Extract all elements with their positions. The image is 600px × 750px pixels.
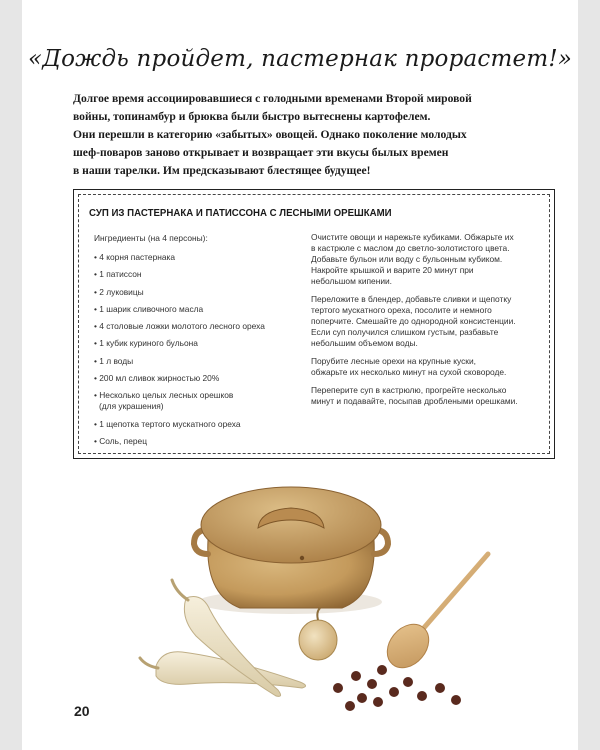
ingredient-item: • 4 корня пастернака [94, 252, 176, 262]
hazelnut-icon [333, 665, 461, 711]
page-number: 20 [74, 703, 90, 719]
intro-paragraph [73, 90, 543, 180]
method-line: Очистите овощи и нарежьте кубиками. Обжарьте их [311, 232, 514, 242]
method-line: Порубите лесные орехи на крупные куски, [311, 356, 476, 366]
ingredient-item: • 1 кубик куриного бульона [94, 338, 198, 349]
ingredient-item: • 200 мл сливок жирностью 20% [94, 373, 220, 384]
ingredient-item: • 1 шарик сливочного масла [94, 303, 204, 314]
intro-line: Они перешли в категорию «забытых» овощей. Однако поколение молодых [73, 128, 467, 141]
method-line: Накройте крышкой и варите 20 минут при [311, 265, 474, 275]
page-title: «Дождь пройдет, пастернак прорастет!» [27, 46, 573, 72]
food-illustration [110, 470, 530, 720]
method-step [311, 356, 516, 378]
method-line: небольшим объемом воды. [311, 338, 418, 348]
intro-line: Долгое время ассоциировавшиеся с голодными временами Второй мировой [73, 92, 472, 105]
clay-pot-icon [194, 487, 388, 614]
method-line: Переперите суп в кастрюлю, прогрейте несколько [311, 385, 507, 395]
method-step [311, 232, 516, 287]
method-line: обжарьте их несколько минут на сухой сковороде. [311, 367, 507, 377]
ingredient-item: • 1 л воды [94, 355, 134, 366]
method-line: тертого мускатного ореха, посолите и немного [311, 305, 492, 315]
ingredient-item: (для украшения) [99, 401, 164, 412]
ingredient-item: • 2 луковицы [94, 286, 144, 297]
method-line: небольшом кипении. [311, 276, 393, 286]
ingredients-list [94, 233, 294, 453]
method-line: поперчите. Смешайте до однородной консистенции. [311, 316, 516, 326]
method-line: в кастрюле с маслом до светло-золотистого цвета. [311, 243, 510, 253]
ingredient-item: • Несколько целых лесных орешков [94, 390, 234, 401]
method-step [311, 385, 516, 407]
intro-line: в наши тарелки. Им предсказывают блестящее будущее! [73, 164, 371, 177]
recipe-dashed-frame [78, 194, 550, 454]
method-line: Переложите в блендер, добавьте сливки и щепотку [311, 294, 512, 304]
intro-line: войны, топинамбур и брюква были быстро вытеснены картофелем. [73, 110, 431, 123]
ingredients-heading: Ингредиенты (на 4 персоны): [94, 233, 208, 243]
ingredient-item: • 1 щепотка тертого мускатного ореха [94, 418, 241, 429]
ingredient-item: • 1 патиссон [94, 269, 142, 280]
recipe-title: СУП ИЗ ПАСТЕРНАКА И ПАТИССОНА С ЛЕСНЫМИ ОРЕШКАМИ [89, 207, 392, 219]
method-steps [311, 232, 516, 414]
cookbook-page [22, 0, 578, 750]
method-line: Если суп получился слишком густым, разбавьте [311, 327, 499, 337]
wooden-spoon-icon [379, 554, 488, 676]
recipe-box [73, 189, 555, 459]
ingredient-item: • 4 столовые ложки молотого лесного ореха [94, 321, 265, 332]
method-line: Добавьте бульон или воду с бульонным кубиком. [311, 254, 503, 264]
method-step [311, 294, 516, 349]
onion-icon [299, 608, 337, 660]
method-line: минут и подавайте, посыпав дроблеными орешками. [311, 396, 518, 406]
intro-line: шеф-поваров заново открывает и возвращает эти вкусы былых времен [73, 146, 449, 159]
ingredient-item: • Соль, перец [94, 435, 147, 446]
